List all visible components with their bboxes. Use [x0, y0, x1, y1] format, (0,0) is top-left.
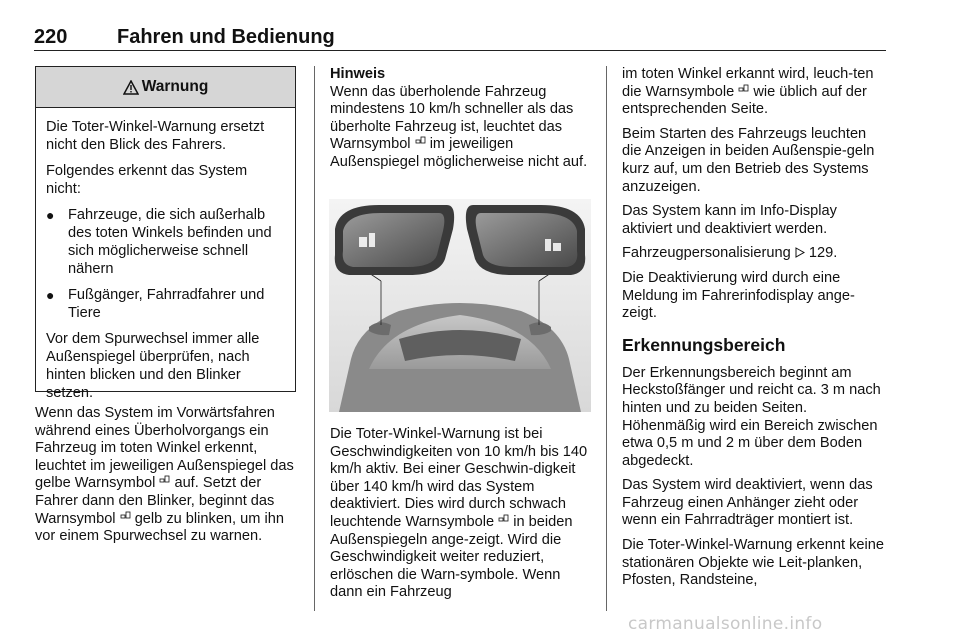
warning-box	[35, 66, 296, 401]
bullet-item	[46, 286, 285, 322]
warning-paragraph: Vor dem Spurwechsel immer alle Außenspiegel überprüfen, nach hinten blicken und den Blinker setzen.	[46, 331, 260, 401]
text-run: in beiden Außenspiegeln ange-zeigt. Wird die Geschwindigkeit weiter reduziert, erlöschen die Warn-symbole. Wenn dann ein Fahrzeug	[330, 513, 573, 601]
text-run: im jeweiligen Außenspiegel möglicherweise nicht auf.	[330, 136, 588, 170]
warning-triangle-icon	[123, 80, 139, 95]
bullet-text: Fahrzeuge, die sich außerhalb des toten Winkels befinden und sich möglicherweise schnell nähern	[68, 207, 272, 277]
warning-body	[36, 108, 295, 402]
text-run: Wenn das überholende Fahrzeug mindestens 10 km/h schneller als das überholte Fahrzeug ist, leuchtet das Warnsymbol	[330, 83, 574, 153]
body-paragraph	[622, 245, 888, 263]
body-paragraph	[330, 426, 595, 602]
section-heading: Erkennungsbereich	[622, 334, 786, 355]
body-paragraph: Das System kann im Info-Display aktiviert und deaktiviert werden.	[622, 203, 837, 237]
cross-reference-text: Fahrzeugpersonalisierung	[622, 245, 791, 262]
text-run: wie üblich auf der entsprechenden Seite.	[622, 83, 867, 118]
header-rule	[34, 50, 886, 51]
bullet-icon: ●	[46, 207, 55, 223]
text-run: Die Toter-Winkel-Warnung ist bei Geschwindigkeiten von 10 km/h bis 140 km/h aktiv. Bei einer Geschwin-digkeit über 140 km/h wird das System deaktiviert. Dies wird durch schwach leuchtende Warnsymbole	[330, 426, 588, 530]
blind-spot-warning-icon	[738, 84, 749, 93]
bullet-text: Fußgänger, Fahrradfahrer und Tiere	[68, 287, 265, 321]
body-paragraph: Die Toter-Winkel-Warnung erkennt keine stationären Objekte wie Leit-planken, Pfosten, Randsteine,	[622, 537, 884, 589]
body-paragraph	[35, 405, 298, 546]
page-reference-arrow-icon	[795, 247, 805, 258]
column-2-text	[330, 426, 595, 609]
blind-spot-warning-icon	[498, 514, 509, 523]
column-1-text	[35, 405, 298, 553]
column-3-text	[622, 66, 888, 597]
body-paragraph: Das System wird deaktiviert, wenn das Fahrzeug einen Anhänger zieht oder wenn ein Fahrradträger montiert ist.	[622, 477, 873, 529]
blind-spot-warning-icon	[159, 475, 170, 484]
blind-spot-warning-icon	[120, 511, 131, 520]
watermark: carmanualsonline.info	[628, 614, 823, 634]
note-paragraph	[330, 84, 595, 172]
column-divider	[314, 66, 315, 611]
page-header	[34, 26, 886, 52]
bullet-item	[46, 206, 285, 278]
body-paragraph: Die Deaktivierung wird durch eine Meldung im Fahrerinfodisplay ange-zeigt.	[622, 269, 855, 322]
warning-heading: Warnung	[141, 78, 209, 95]
body-paragraph: Der Erkennungsbereich beginnt am Heckstoßfänger und reicht ca. 3 m nach hinten und zu beiden Seiten. Höhenmäßig wird ein Bereich zwischen etwa 0,5 m und 2 m über dem Boden abgedeckt.	[622, 364, 881, 469]
text-run: auf. Setzt der Fahrer dann den Blinker, beginnt das Warnsymbol	[35, 475, 275, 527]
text-run: Wenn das System im Vorwärtsfahren während eines Überholvorgangs ein Fahrzeug im toten Winkel erkennt, leuchtet im jeweiligen Außenspiegel das gelbe Warnsymbol	[35, 405, 294, 492]
warning-paragraph: Die Toter-Winkel-Warnung ersetzt nicht den Blick des Fahrers.	[46, 119, 265, 153]
note-heading: Hinweis	[330, 66, 386, 82]
cross-reference-page[interactable]: 129.	[808, 245, 838, 262]
warning-paragraph: Folgendes erkennt das System nicht:	[46, 163, 248, 197]
page-number: 220	[34, 26, 68, 48]
page-title: Fahren und Bedienung	[117, 26, 335, 48]
blind-spot-warning-icon	[415, 136, 426, 145]
mirror-illustration	[329, 199, 591, 412]
text-run: gelb zu blinken, um ihn vor einem Spurwechsel zu warnen.	[35, 510, 284, 545]
column-divider	[606, 66, 607, 611]
body-paragraph: Beim Starten des Fahrzeugs leuchten die Anzeigen in beiden Außenspie-geln kurz auf, um den Betrieb des Systems anzuzeigen.	[622, 125, 875, 195]
body-paragraph	[622, 66, 888, 119]
warning-header	[36, 67, 295, 108]
column-2-note	[330, 66, 595, 179]
bullet-icon: ●	[46, 287, 55, 303]
text-run: im toten Winkel erkannt wird, leuch-ten die Warnsymbole	[622, 66, 874, 100]
